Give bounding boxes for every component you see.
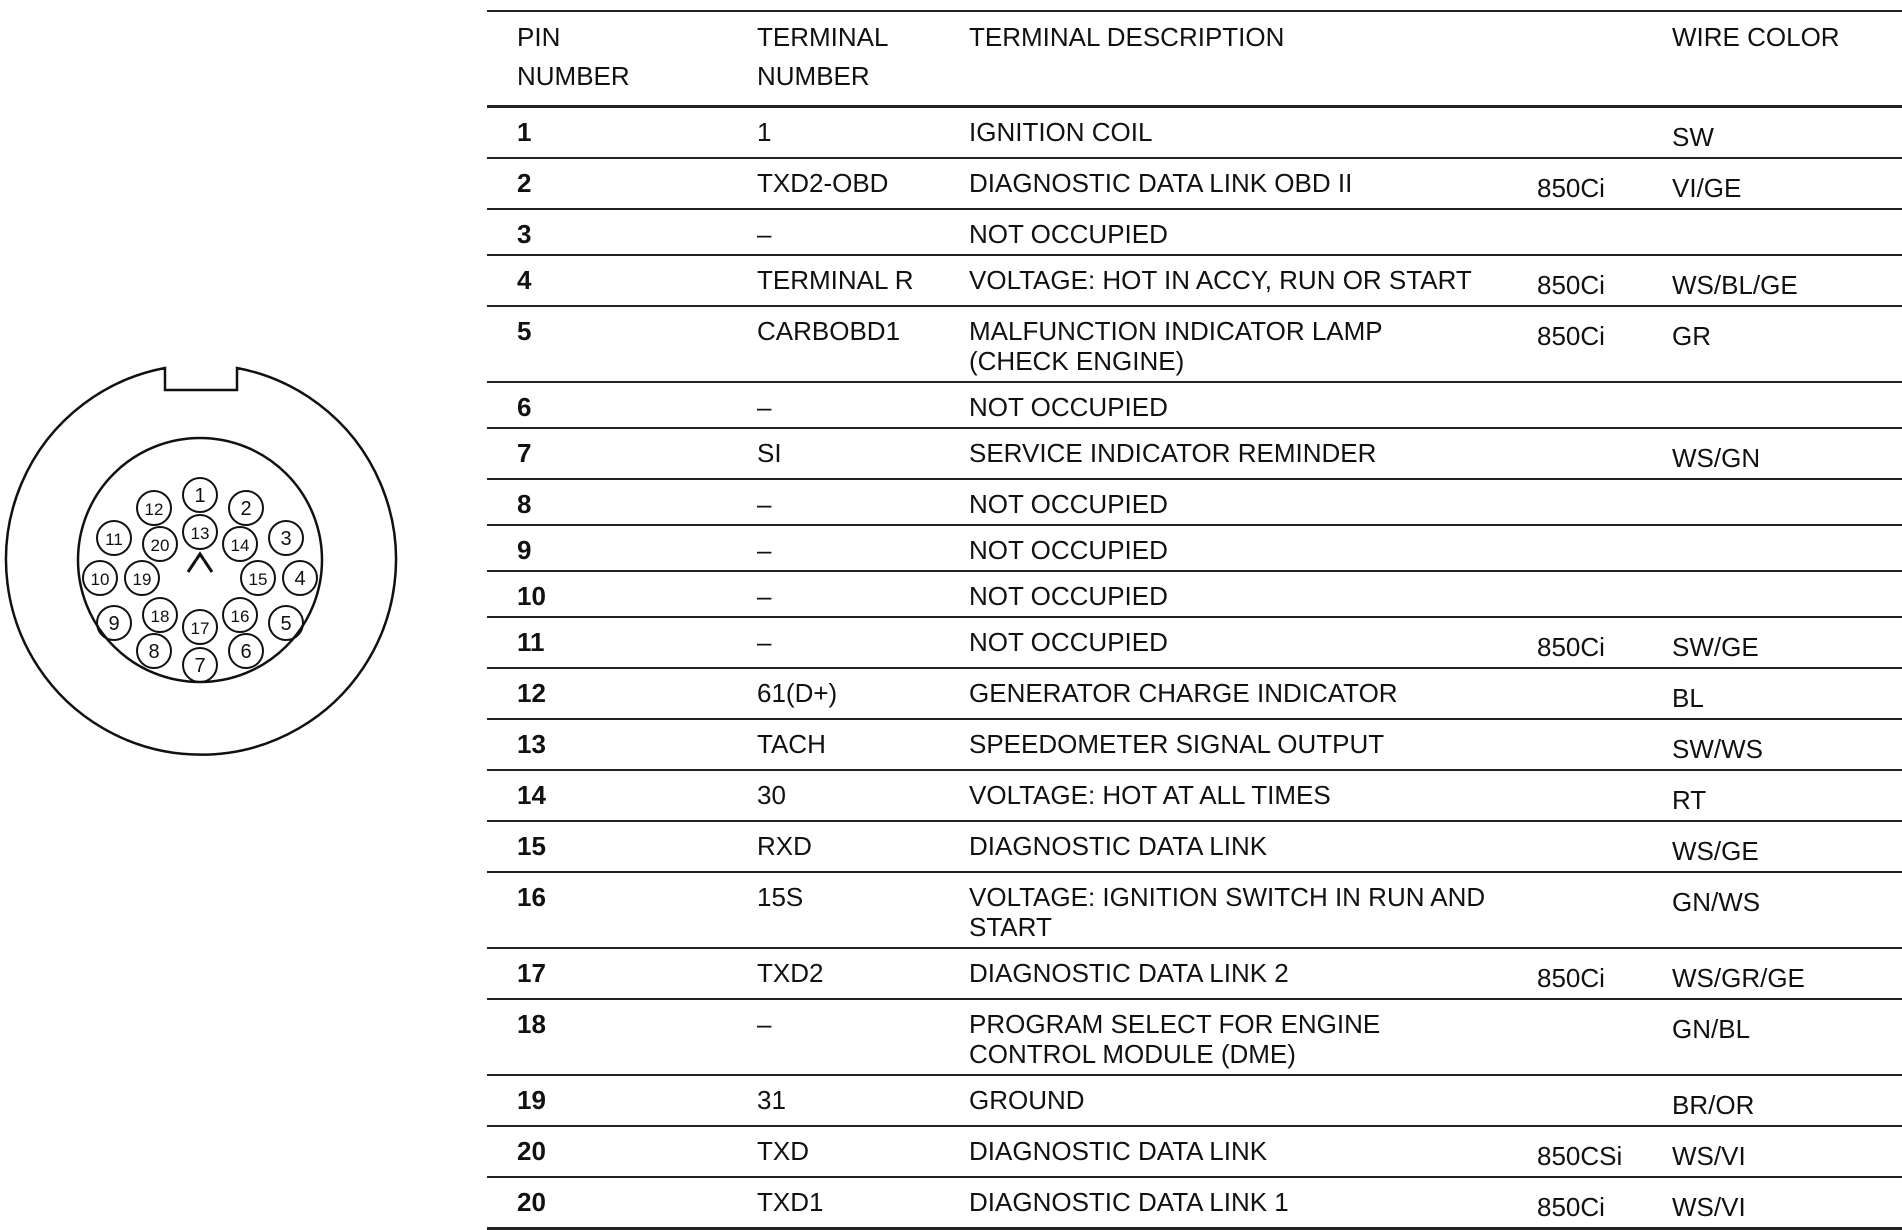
- pin-number-cell: 14: [487, 770, 757, 821]
- terminal-description-cell: [969, 158, 1537, 209]
- pin-number-cell: 19: [487, 1075, 757, 1126]
- terminal-description-cell: [969, 209, 1537, 255]
- pin-number-cell: 10: [487, 571, 757, 617]
- terminal-number-cell: TERMINAL R: [757, 255, 969, 306]
- description-line: VOLTAGE: HOT AT ALL TIMES: [969, 780, 1331, 810]
- connector-pin-label: 4: [294, 568, 306, 590]
- connector-pin-label: 16: [230, 607, 250, 626]
- description-line: GENERATOR CHARGE INDICATOR: [969, 678, 1398, 708]
- table-row: [487, 1177, 1902, 1229]
- pin-number-cell: 1: [487, 107, 757, 159]
- wire-color-cell: BL: [1672, 668, 1902, 719]
- table-row: [487, 306, 1902, 382]
- terminal-description-cell: [969, 948, 1537, 999]
- terminal-description-cell: [969, 382, 1537, 428]
- wire-color-cell: [1672, 479, 1902, 525]
- wire-color-cell: WS/GE: [1672, 821, 1902, 872]
- wire-color-cell: GR: [1672, 306, 1902, 382]
- table-row: [487, 525, 1902, 571]
- table-row: [487, 1075, 1902, 1126]
- connector-pin-label: 6: [240, 641, 252, 663]
- wire-color-cell: SW/GE: [1672, 617, 1902, 668]
- terminal-number-cell: –: [757, 617, 969, 668]
- table-row: [487, 719, 1902, 770]
- connector-pin-label: 3: [280, 528, 292, 550]
- model-cell: 850Ci: [1537, 1177, 1672, 1229]
- terminal-description-cell: [969, 107, 1537, 159]
- terminal-number-cell: 15S: [757, 872, 969, 948]
- wire-color-cell: [1672, 525, 1902, 571]
- terminal-number-cell: 31: [757, 1075, 969, 1126]
- connector-pin-label: 14: [230, 536, 250, 555]
- table-row: [487, 107, 1902, 159]
- table-row: [487, 209, 1902, 255]
- model-cell: [1537, 1075, 1672, 1126]
- description-line: DIAGNOSTIC DATA LINK: [969, 1136, 1268, 1166]
- pin-number-cell: 15: [487, 821, 757, 872]
- wire-color-cell: WS/GR/GE: [1672, 948, 1902, 999]
- terminal-number-cell: –: [757, 999, 969, 1075]
- connector-pin-label: 7: [194, 655, 206, 677]
- description-line: SPEEDOMETER SIGNAL OUTPUT: [969, 729, 1385, 759]
- table-row: [487, 479, 1902, 525]
- terminal-number-cell: 1: [757, 107, 969, 159]
- terminal-number-cell: SI: [757, 428, 969, 479]
- terminal-number-cell: –: [757, 209, 969, 255]
- description-line: DIAGNOSTIC DATA LINK OBD II: [969, 168, 1353, 198]
- terminal-number-cell: 30: [757, 770, 969, 821]
- model-cell: 850Ci: [1537, 617, 1672, 668]
- table-row: [487, 821, 1902, 872]
- terminal-description-cell: [969, 719, 1537, 770]
- header-terminal-description: TERMINAL DESCRIPTION: [969, 11, 1537, 107]
- pin-number-cell: 20: [487, 1126, 757, 1177]
- pin-number-cell: 7: [487, 428, 757, 479]
- connector-pin-label: 10: [90, 570, 110, 589]
- connector-pin-label: 1: [194, 485, 206, 507]
- wire-color-cell: WS/VI: [1672, 1177, 1902, 1229]
- terminal-number-cell: 61(D+): [757, 668, 969, 719]
- connector-pin-label: 12: [144, 500, 164, 519]
- description-line: DIAGNOSTIC DATA LINK 1: [969, 1187, 1289, 1217]
- table-header-row: [487, 11, 1902, 107]
- wire-color-cell: RT: [1672, 770, 1902, 821]
- table-row: [487, 668, 1902, 719]
- connector-pin-label: 20: [150, 536, 170, 555]
- model-cell: [1537, 821, 1672, 872]
- wire-color-cell: BR/OR: [1672, 1075, 1902, 1126]
- model-cell: [1537, 668, 1672, 719]
- wire-color-cell: SW/WS: [1672, 719, 1902, 770]
- table-row: [487, 770, 1902, 821]
- description-line: MALFUNCTION INDICATOR LAMP: [969, 316, 1383, 346]
- terminal-description-cell: [969, 1177, 1537, 1229]
- model-cell: [1537, 525, 1672, 571]
- description-line: DIAGNOSTIC DATA LINK: [969, 831, 1268, 861]
- terminal-number-cell: –: [757, 382, 969, 428]
- wire-color-cell: [1672, 382, 1902, 428]
- terminal-number-cell: TXD2: [757, 948, 969, 999]
- wire-color-cell: WS/BL/GE: [1672, 255, 1902, 306]
- model-cell: [1537, 719, 1672, 770]
- model-cell: [1537, 479, 1672, 525]
- terminal-description-cell: [969, 770, 1537, 821]
- table-row: [487, 872, 1902, 948]
- pin-number-cell: 2: [487, 158, 757, 209]
- connector-pin-label: 5: [280, 613, 292, 635]
- description-line: NOT OCCUPIED: [969, 489, 1168, 519]
- pin-number-cell: 16: [487, 872, 757, 948]
- terminal-number-cell: –: [757, 525, 969, 571]
- model-cell: 850Ci: [1537, 948, 1672, 999]
- terminal-description-cell: [969, 821, 1537, 872]
- table-row: [487, 999, 1902, 1075]
- connector-pin-label: 8: [148, 641, 160, 663]
- terminal-number-cell: TXD: [757, 1126, 969, 1177]
- description-line: NOT OCCUPIED: [969, 535, 1168, 565]
- terminal-description-cell: [969, 571, 1537, 617]
- terminal-description-cell: [969, 872, 1537, 948]
- model-cell: 850Ci: [1537, 255, 1672, 306]
- pin-number-cell: 13: [487, 719, 757, 770]
- connector-center-key: [188, 554, 212, 572]
- table-row: [487, 255, 1902, 306]
- model-cell: [1537, 107, 1672, 159]
- model-cell: 850CSi: [1537, 1126, 1672, 1177]
- connector-pin-label: 2: [240, 498, 252, 520]
- wire-color-cell: VI/GE: [1672, 158, 1902, 209]
- model-cell: [1537, 571, 1672, 617]
- wire-color-cell: WS/VI: [1672, 1126, 1902, 1177]
- model-cell: [1537, 209, 1672, 255]
- terminal-description-cell: [969, 617, 1537, 668]
- description-line: DIAGNOSTIC DATA LINK 2: [969, 958, 1289, 988]
- connector-pin-label: 18: [150, 607, 170, 626]
- table-row: [487, 1126, 1902, 1177]
- wire-color-cell: GN/WS: [1672, 872, 1902, 948]
- model-cell: [1537, 428, 1672, 479]
- pin-number-cell: 17: [487, 948, 757, 999]
- pin-number-cell: 18: [487, 999, 757, 1075]
- pin-number-cell: 3: [487, 209, 757, 255]
- terminal-description-cell: [969, 306, 1537, 382]
- terminal-number-cell: CARBOBD1: [757, 306, 969, 382]
- wire-color-cell: [1672, 209, 1902, 255]
- table-row: [487, 382, 1902, 428]
- description-line: IGNITION COIL: [969, 117, 1153, 147]
- pin-number-cell: 9: [487, 525, 757, 571]
- description-line: NOT OCCUPIED: [969, 392, 1168, 422]
- connector-diagram: [0, 360, 400, 770]
- header-pin-number: PIN NUMBER: [487, 11, 757, 107]
- model-cell: 850Ci: [1537, 158, 1672, 209]
- description-line: CONTROL MODULE (DME): [969, 1039, 1296, 1069]
- terminal-description-cell: [969, 999, 1537, 1075]
- table-row: [487, 617, 1902, 668]
- connector-pin-label: 17: [190, 619, 210, 638]
- header-wire-color: WIRE COLOR: [1672, 11, 1902, 107]
- terminal-description-cell: [969, 668, 1537, 719]
- pin-number-cell: 12: [487, 668, 757, 719]
- terminal-number-cell: –: [757, 479, 969, 525]
- terminal-description-cell: [969, 479, 1537, 525]
- wire-color-cell: SW: [1672, 107, 1902, 159]
- connector-pin-label: 19: [132, 570, 152, 589]
- pin-assignment-table: [487, 10, 1902, 1230]
- terminal-description-cell: [969, 525, 1537, 571]
- terminal-number-cell: TACH: [757, 719, 969, 770]
- pin-number-cell: 6: [487, 382, 757, 428]
- terminal-number-cell: TXD2-OBD: [757, 158, 969, 209]
- terminal-description-cell: [969, 1075, 1537, 1126]
- model-cell: 850Ci: [1537, 306, 1672, 382]
- description-line: GROUND: [969, 1085, 1085, 1115]
- pin-number-cell: 5: [487, 306, 757, 382]
- connector-pin-label: 13: [190, 524, 210, 543]
- wire-color-cell: GN/BL: [1672, 999, 1902, 1075]
- pin-number-cell: 4: [487, 255, 757, 306]
- table-row: [487, 158, 1902, 209]
- description-line: (CHECK ENGINE): [969, 346, 1185, 376]
- wire-color-cell: [1672, 571, 1902, 617]
- terminal-description-cell: [969, 255, 1537, 306]
- description-line: VOLTAGE: IGNITION SWITCH IN RUN AND START: [969, 882, 1486, 942]
- description-line: PROGRAM SELECT FOR ENGINE: [969, 1009, 1381, 1039]
- model-cell: [1537, 382, 1672, 428]
- connector-pin-label: 15: [248, 570, 268, 589]
- description-line: VOLTAGE: HOT IN ACCY, RUN OR START: [969, 265, 1472, 295]
- terminal-number-cell: RXD: [757, 821, 969, 872]
- model-cell: [1537, 999, 1672, 1075]
- model-cell: [1537, 770, 1672, 821]
- terminal-number-cell: –: [757, 571, 969, 617]
- terminal-description-cell: [969, 428, 1537, 479]
- table-row: [487, 948, 1902, 999]
- header-model: [1537, 11, 1672, 107]
- connector-pin-label: 11: [105, 530, 123, 549]
- connector-outer-shell: [6, 368, 396, 755]
- terminal-number-cell: TXD1: [757, 1177, 969, 1229]
- table-row: [487, 571, 1902, 617]
- pin-number-cell: 20: [487, 1177, 757, 1229]
- connector-inner-face: [78, 438, 322, 682]
- wire-color-cell: WS/GN: [1672, 428, 1902, 479]
- pin-number-cell: 8: [487, 479, 757, 525]
- terminal-description-cell: [969, 1126, 1537, 1177]
- description-line: SERVICE INDICATOR REMINDER: [969, 438, 1377, 468]
- table-row: [487, 428, 1902, 479]
- description-line: NOT OCCUPIED: [969, 627, 1168, 657]
- pin-number-cell: 11: [487, 617, 757, 668]
- header-terminal-number: TERMINAL NUMBER: [757, 11, 969, 107]
- model-cell: [1537, 872, 1672, 948]
- description-line: NOT OCCUPIED: [969, 581, 1168, 611]
- description-line: NOT OCCUPIED: [969, 219, 1168, 249]
- connector-pin-label: 9: [108, 613, 120, 635]
